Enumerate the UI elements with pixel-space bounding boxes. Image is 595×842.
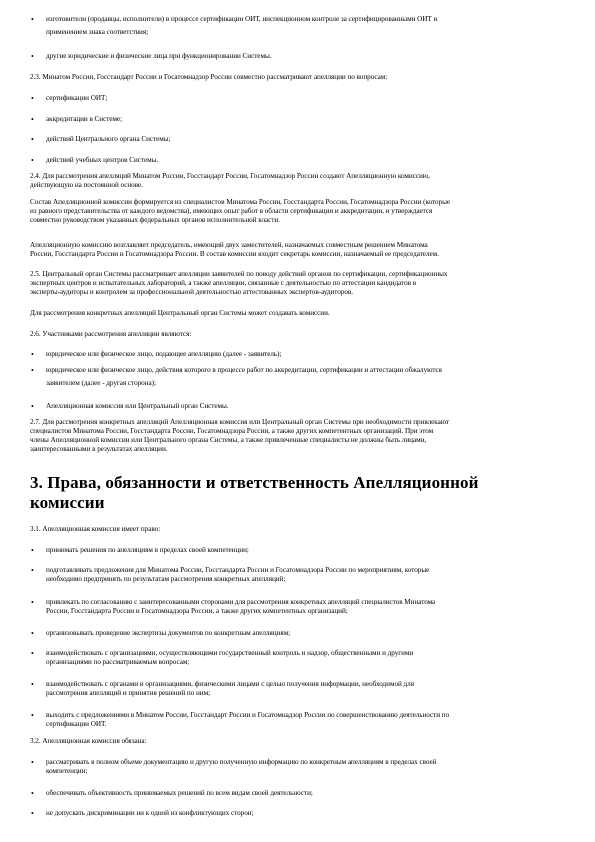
paragraph-line: заинтересованными в результатах апелляции. <box>30 445 168 453</box>
bullet-marker: • <box>31 566 34 575</box>
list-item-text: сертификации ОИТ; <box>46 94 108 102</box>
bullet-marker: • <box>31 350 34 359</box>
paragraph-line: эксперты-аудиторы и контролем за профессиональной деятельностью аттестованных экспертов-аудиторов. <box>30 288 353 296</box>
paragraph-line: 2.6. Участниками рассмотрения апелляции являются: <box>30 330 192 338</box>
paragraph-line: России, Госстандарта России и Госатомнадзора России. В состав комиссии входит секретарь комиссии, назначаемый ее председателем. <box>30 250 439 258</box>
paragraph-line: совместно руководством указанных федеральных органов исполнительной власти. <box>30 216 280 224</box>
paragraph-line: Состав Апелляционной комиссии формируется из специалистов Минатома России, Госстандарта России, Госатомнадзора России (которые <box>30 198 450 206</box>
bullet-marker: • <box>31 546 34 555</box>
paragraph-line: рассмотрения апелляций и принятия решений по ним; <box>46 689 211 697</box>
paragraph-line: 3.1. Апелляционная комиссия имеет право: <box>30 525 161 533</box>
paragraph-line: действующую на постоянной основе. <box>30 181 143 189</box>
list-item-text: юридическое или физическое лицо, действия которого в процессе работ по аккредитации, сертификации и аттестации обжалуются <box>46 366 442 374</box>
paragraph-line: Для рассмотрения конкретных апелляций Центральный орган Системы может создавать комиссии. <box>30 309 330 317</box>
list-item-text: аккредитации в Системе; <box>46 115 123 123</box>
list-item-text: действий учебных центров Системы. <box>46 156 159 164</box>
bullet-marker: • <box>31 156 34 165</box>
bullet-marker: • <box>31 52 34 61</box>
bullet-marker: • <box>31 789 34 798</box>
bullet-marker: • <box>31 366 34 375</box>
bullet-marker: • <box>31 629 34 638</box>
bullet-marker: • <box>31 115 34 124</box>
bullet-marker: • <box>31 402 34 411</box>
paragraph-line: члены Апелляционной комиссии или Центрального органа Системы, а также привлеченные специалисты не должны быть лицами, <box>30 436 427 444</box>
bullet-marker: • <box>31 711 34 720</box>
list-item-text: привлекать по согласованию с заинтересованными сторонами для рассмотрения конкретных апелляций специалистов Минатома <box>46 598 436 606</box>
paragraph-line: экспертных центров и испытательных лабораторий, а также апелляции, связанные с деятельностью по аттестации кандидатов в <box>30 279 417 287</box>
list-item-text: действий Центрального органа Системы; <box>46 135 171 143</box>
list-item-text: подготавливать предложения для Минатома России, Госстандарта России и Госатомнадзора России по мероприятиям, которые <box>46 566 430 574</box>
paragraph-line: 2.4. Для рассмотрения апелляций Минатом России, Госстандарт России, Госатомнадзор России создают Апелляционную комиссию, <box>30 172 430 180</box>
list-item-text: взаимодействовать с органами и организациями, физическими лицами с целью получения информации, необходимой для <box>46 680 414 688</box>
paragraph-line: России, Госстандарта России и Госатомнадзора России, а также других компетентных организаций; <box>46 607 348 615</box>
paragraph-line: необходимо предпринять по результатам рассмотрения конкретных апелляций; <box>46 575 286 583</box>
list-item-text: взаимодействовать с организациями, осуществляющими государственный контроль и надзор, общественными и другими <box>46 649 414 657</box>
list-item-text: не допускать дискриминации ни к одной из конфликтующих сторон; <box>46 809 254 817</box>
paragraph-line: сертификации ОИТ. <box>46 720 107 728</box>
bullet-marker: • <box>31 94 34 103</box>
paragraph-line: применением знака соответствия; <box>46 28 149 36</box>
paragraph-line: из равного представительства от каждого ведомства), имеющих опыт работ в области сертификации и аккредитации, и утверждается <box>30 207 433 215</box>
bullet-marker: • <box>31 758 34 767</box>
bullet-marker: • <box>31 649 34 658</box>
paragraph-line: Апелляционную комиссию возглавляет председатель, имеющий двух заместителей, назначаемых совместным решением Минатома <box>30 241 428 249</box>
paragraph-line: специалистов Минатома России, Госстандарта России, Госатомнадзора России, а также других компетентных организаций. При этом <box>30 427 434 435</box>
bullet-marker: • <box>31 680 34 689</box>
list-item-text: рассматривать в полном объеме документацию и другую полученную информацию по конкретным апелляциям в пределах своей <box>46 758 437 766</box>
section-heading: 3. Права, обязанности и ответственность Апелляционной <box>30 473 479 492</box>
list-item-text: изготовители (продавцы, исполнители) в процессе сертификации ОИТ, инспекционном контроле за сертифицированными ОИТ и <box>46 15 438 23</box>
section-heading-continued: комиссии <box>30 493 105 512</box>
list-item-text: юридическое или физическое лицо, подающее апелляцию (далее - заявитель); <box>46 350 282 358</box>
list-item-text: принимать решения по апелляциям в пределах своей компетенции; <box>46 546 249 554</box>
bullet-marker: • <box>31 135 34 144</box>
list-item-text: выходить с предложениями в Минатом России, Госстандарт России и Госатомнадзор России по совершенствованию деятельности по <box>46 711 450 719</box>
paragraph-line: 2.7. Для рассмотрения конкретных апелляций Апелляционная комиссия или Центральный орган Системы при необходимости привлекают <box>30 418 450 426</box>
paragraph-line: 2.5. Центральный орган Системы рассматривает апелляции заявителей по поводу действий органов по сертификации, сертификационных <box>30 270 448 278</box>
paragraph-line: заявителем (далее - другая сторона); <box>46 379 156 387</box>
list-item-text: Апелляционная комиссия или Центральный орган Системы. <box>46 402 229 410</box>
bullet-marker: • <box>31 598 34 607</box>
paragraph-line: компетенции; <box>46 767 88 775</box>
paragraph-line: 2.3. Минатом России, Госстандарт России и Госатомнадзор России совместно рассматривают апелляции по вопросам: <box>30 73 388 81</box>
bullet-marker: • <box>31 809 34 818</box>
list-item-text: другие юридические и физические лица при функционировании Системы. <box>46 52 272 60</box>
list-item-text: организовывать проведение экспертизы документов по конкретным апелляциям; <box>46 629 291 637</box>
bullet-marker: • <box>31 15 34 24</box>
list-item-text: обеспечивать объективность принимаемых решений по всем видам своей деятельности; <box>46 789 313 797</box>
paragraph-line: организациями по рассматриваемым вопросам; <box>46 658 190 666</box>
paragraph-line: 3.2. Апелляционная комиссия обязана: <box>30 737 147 745</box>
